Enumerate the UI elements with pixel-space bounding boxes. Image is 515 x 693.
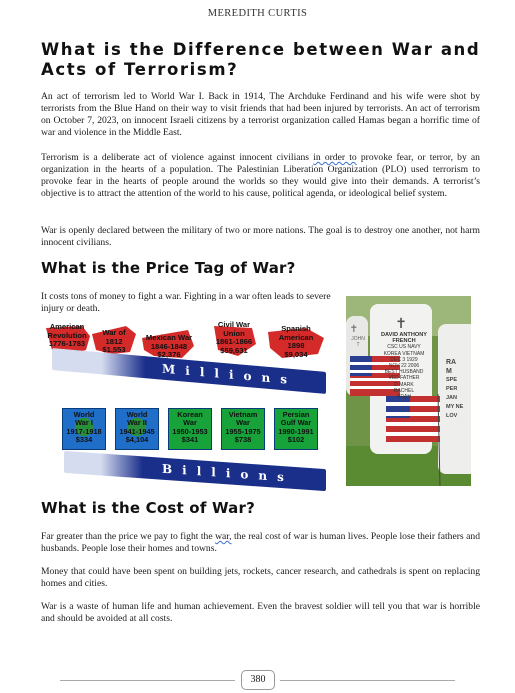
inscription-line: M (446, 368, 452, 375)
text-run: the real cost of war is human lives. People lose their fathers and husbands. People lose their homes and towns. (41, 531, 480, 554)
paragraph-war-definition: War is openly declared between the military of two or more nations. The goal is to destroy one another, not harm innocent civilians. (41, 225, 480, 248)
inscription-line: MY NE (446, 404, 464, 410)
grammar-flag: war, (215, 531, 232, 542)
war-label: Mexican War (145, 333, 193, 342)
inscription-line: NOV 22 2006 (388, 363, 420, 370)
inscription-line: CSC US NAVY (387, 344, 421, 351)
war-years: 1941-1945 (119, 426, 155, 436)
war-label: Vietnam (228, 410, 258, 419)
war-years: 1861-1866 (215, 337, 253, 346)
inscription-line: JAN (446, 395, 458, 401)
billions-ribbon: Billions (64, 451, 326, 491)
war-years: 1990-1991 (278, 426, 314, 436)
war-years: 1898 (287, 341, 305, 350)
millions-ribbon: Millions (52, 348, 326, 394)
tile-korea (168, 408, 212, 450)
war-label: World (126, 410, 148, 419)
war-label: War of (102, 328, 126, 337)
svg-text:✝: ✝ (349, 324, 359, 335)
inscription-line: DEC 3 1929 (390, 356, 418, 363)
war-cost: $4,104 (125, 435, 149, 445)
grammar-flag: in order to (313, 152, 357, 163)
section-title-price: What is the Price Tag of War? (41, 259, 296, 277)
text-run: Terrorism is a deliberate act of violence against innocent civilians (41, 152, 314, 163)
inscription-line: KOREA VIETNAM (383, 350, 425, 357)
page-number: 380 (241, 670, 275, 690)
war-cost: $738 (234, 435, 252, 445)
headstone-inscription (376, 332, 432, 400)
war-label: War I (75, 418, 93, 428)
inscription-line: FRENCH (392, 338, 416, 345)
war-cost-chart (42, 320, 340, 492)
inscription-line: SPE (446, 377, 458, 383)
section-title-cost: What is the Cost of War? (41, 499, 255, 517)
inscription-line: JOHN (351, 336, 365, 342)
war-card-1812 (92, 329, 136, 355)
inscription-line: PER (446, 386, 458, 392)
inscription-line: T (356, 342, 360, 348)
text-run: provoke fear, or terror, by an organization in the hearts of a population. The Palestinian Liberation Organization (PLO) used terrorism to provoke fear in the hearts of people around the worlds so they would give into their demands. A terrorist’s objective is to attract the attention of the world to his cause, political agenda, or ideological belief system. (41, 152, 480, 199)
cemetery-flags-photo (346, 296, 471, 486)
inscription-line: VED FATHER (388, 375, 420, 382)
war-years: 1846-1848 (150, 341, 188, 351)
inscription-line: RACHEL (393, 387, 415, 394)
paragraph-cost-money: Money that could have been spent on building jets, rockets, cancer research, and cathedrals is spent on replacing homes and cities. (41, 566, 480, 589)
war-years: 1950-1953 (172, 426, 208, 436)
right-headstone-text (446, 358, 470, 421)
paragraph-terrorism-history: An act of terrorism led to World War I. Back in 1914, The Archduke Ferdinand and his wife were shot by terrorists from the Blue Hand on their way to visit friends that had been injured by terrorists. An act of terrorism on October 7, 2023, on innocent Israeli citizens by a terrorist organization called Hamas began a horrific time of war and violence in the Middle East. (41, 91, 480, 138)
war-label: War (236, 418, 250, 428)
war-cost: $59,631 (220, 345, 248, 355)
war-label: Union (223, 328, 245, 338)
tile-ww2 (115, 408, 159, 450)
war-label: World (73, 410, 95, 419)
tile-ww1 (62, 408, 106, 450)
paragraph-price: It costs tons of money to fight a war. Fighting in a war often leads to severe injury or death. (41, 291, 331, 314)
war-label: 1812 (105, 336, 123, 346)
paragraph-cost-waste: War is a waste of human life and human achievement. Even the bravest soldier will tell you that war is horrible and should be avoided at all costs. (41, 601, 480, 624)
war-label: War (183, 418, 197, 428)
war-label: Gulf War (280, 418, 312, 428)
section-title-difference: What is the Difference between War and Acts of Terrorism? (41, 40, 481, 79)
inscription-line: DAVID ANTHONY (381, 332, 427, 338)
war-cost: $341 (181, 435, 199, 445)
inscription-line: LOV (446, 413, 458, 419)
inscription-line: ARAH (397, 394, 411, 401)
footer-rule-right (280, 680, 455, 681)
text-run: Far greater than the price we pay to fight the (41, 531, 216, 542)
war-cost: $1,553 (102, 345, 126, 354)
inscription-line: RA (446, 359, 457, 366)
tile-persian-gulf (274, 408, 318, 450)
war-label: War II (127, 418, 147, 428)
inscription-line: BEST HUSBAND (384, 369, 424, 376)
war-label: Spanish (281, 324, 311, 333)
tile-vietnam (221, 408, 265, 450)
left-headstone-text (348, 336, 368, 348)
war-years: 1917-1918 (66, 426, 102, 436)
war-label: American (278, 332, 314, 342)
war-cost: $102 (287, 435, 305, 445)
war-label: Persian (282, 410, 310, 419)
war-card-spanish (270, 325, 322, 359)
war-years: 1776-1783 (48, 339, 86, 348)
war-label: Civil War (217, 320, 251, 329)
war-card-civil (206, 321, 262, 355)
war-label: Revolution (47, 330, 87, 340)
war-label: Korean (177, 410, 203, 419)
war-years: 1955-1975 (225, 426, 261, 436)
war-cost: $9,034 (284, 349, 308, 359)
paragraph-cost-lives (41, 531, 480, 555)
footer-rule-left (60, 680, 235, 681)
svg-text:✝: ✝ (395, 316, 407, 332)
paragraph-terrorism-definition (41, 152, 480, 200)
war-label: American (49, 322, 85, 331)
war-cost: $334 (75, 435, 93, 445)
war-cost: $2,376 (157, 350, 181, 359)
inscription-line: D MARK (394, 381, 414, 388)
running-header: MEREDITH CURTIS (207, 8, 308, 19)
